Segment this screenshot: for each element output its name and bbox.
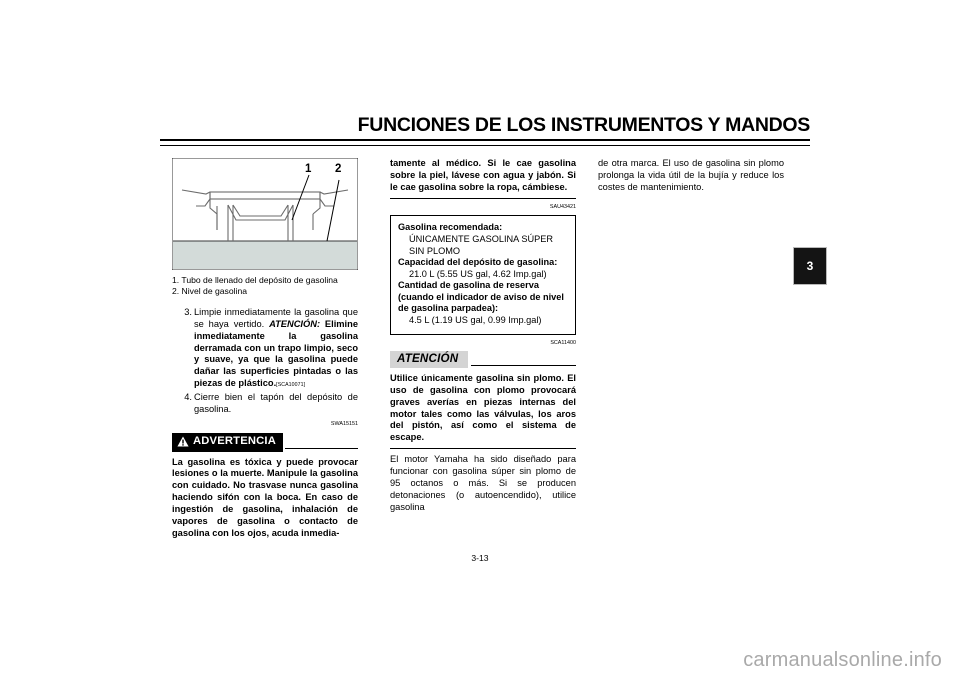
warning-rule	[285, 448, 358, 449]
step-number-3: 3.	[184, 306, 192, 317]
spec-head-1: Capacidad del depósito de gasolina:	[398, 257, 558, 268]
warning-body: La gasolina es tóxica y puede provocar lesiones o la muerte. Manipule la gasolina con cuidado. No trasvase nunca gasolina haciendo sifón con la boca. En caso de ingestión de gasolina, inhalación de vapores de gasolina o contacto de gasolina con los ojos, acuda inmedia-	[172, 456, 358, 538]
caution-banner	[390, 351, 576, 368]
step-list	[172, 307, 358, 416]
caution-label: ATENCIÓN	[390, 351, 468, 368]
step-refcode-3: [SCA10071]	[276, 382, 306, 389]
right-paragraph: de otra marca. El uso de gasolina sin plomo prolonga la vida útil de la bujía y reduce los costes de mantenimiento.	[598, 158, 784, 192]
spec-value-2: 4.5 L (1.19 US gal, 0.99 Imp.gal)	[409, 315, 542, 326]
chapter-tab	[793, 247, 827, 285]
figure-caption-item-2: 2. Nivel de gasolina	[172, 286, 248, 297]
warning-refcode: SWA15151	[330, 420, 358, 427]
watermark: carmanualsonline.info	[743, 649, 942, 671]
section-divider-1	[390, 198, 576, 199]
spec-refcode: SAU43421	[549, 203, 576, 210]
step-number-4: 4.	[184, 392, 192, 403]
right-column	[598, 158, 784, 194]
warning-triangle-icon	[177, 436, 189, 447]
caution-body: Utilice únicamente gasolina sin plomo. El uso de gasolina con plomo provocará graves averías en piezas internas del motor tales como las válvulas, los aros del pistón, así como el sistema de escape.	[390, 372, 576, 443]
warning-label: ADVERTENCIA	[193, 434, 277, 447]
spec-head-2: Cantidad de gasolina de reserva (cuando el indicador de aviso de nivel de gasolina parpadea):	[398, 280, 564, 314]
step-item-3	[172, 307, 358, 392]
figure-caption-list	[172, 275, 358, 298]
step-text-3: Limpie inmediatamente la gasolina que se haya vertido.	[194, 306, 358, 329]
middle-paragraph: El motor Yamaha ha sido diseñado para funcionar con gasolina súper sin plomo de 95 octanos o más. Si se producen detonaciones (o autoencendido), utilice gasolina	[390, 454, 576, 512]
step-item-4	[172, 392, 358, 416]
step-caution-body-3: Elimine inmediatamente la gasolina derramada con un trapo limpio, seco y suave, ya que la gasolina puede dañar las superficies pintadas o las piezas de plástico.	[194, 318, 358, 389]
section-divider-2	[390, 448, 576, 449]
caution-rule	[471, 365, 576, 366]
warning-continuation-text: tamente al médico. Si le cae gasolina sobre la piel, lávese con agua y jabón. Si le cae gasolina sobre la ropa, cámbiese.	[390, 158, 576, 192]
spec-value-0: ÚNICAMENTE GASOLINA SÚPER SIN PLOMO	[409, 233, 553, 256]
spec-value-1: 21.0 L (5.55 US gal, 4.62 Imp.gal)	[409, 268, 547, 279]
middle-column	[390, 158, 576, 514]
figure-callout-2-label: 2	[335, 163, 342, 175]
chapter-tab-number: 3	[806, 259, 814, 273]
fuel-tank-diagram	[172, 158, 358, 270]
left-column	[172, 158, 358, 540]
header-divider	[160, 139, 810, 146]
warning-banner	[172, 433, 358, 452]
caution-refcode: SCA11400	[550, 339, 576, 346]
warning-badge	[172, 433, 283, 452]
page-title: FUNCIONES DE LOS INSTRUMENTOS Y MANDOS	[357, 114, 810, 136]
spec-head-0: Gasolina recomendada:	[398, 222, 503, 233]
fuel-specification-box	[390, 215, 576, 334]
page-number: 3-13	[471, 553, 489, 563]
step-caution-label-3: ATENCIÓN:	[269, 318, 321, 329]
figure-callout-1-label: 1	[305, 163, 312, 175]
step-text-4: Cierre bien el tapón del depósito de gasolina.	[194, 392, 358, 415]
figure-caption-item-1: 1. Tubo de llenado del depósito de gasolina	[172, 275, 338, 285]
